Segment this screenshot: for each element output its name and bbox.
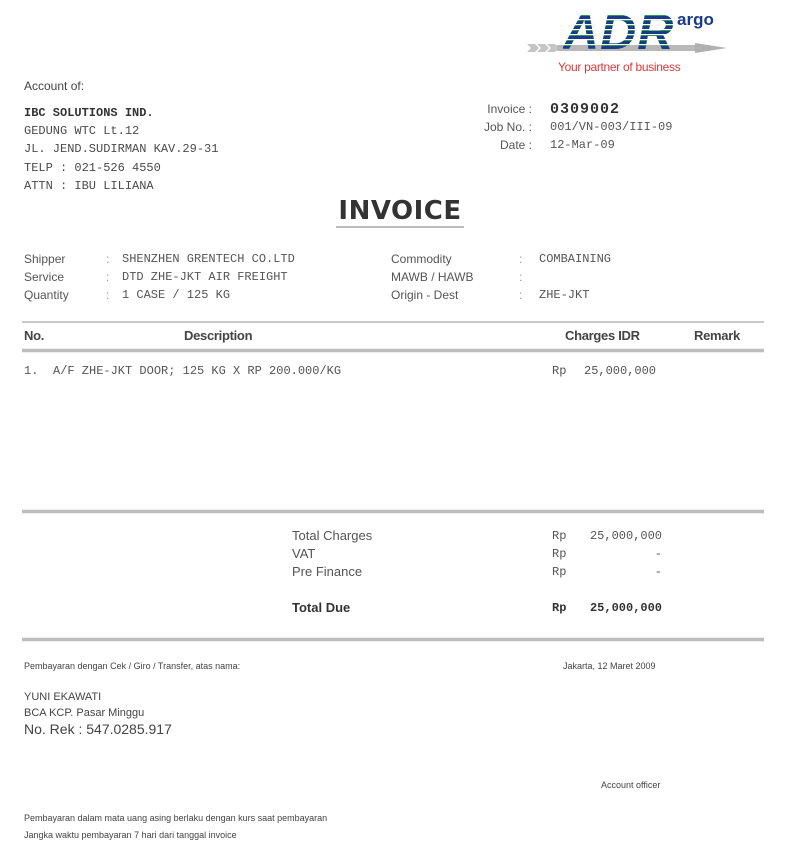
divider	[22, 509, 764, 514]
service-label: Service	[24, 270, 65, 285]
invoice-number: 0309002	[550, 100, 621, 118]
mawb-hawb-row	[391, 268, 611, 286]
page-title	[0, 196, 800, 226]
mawb-hawb-label: MAWB / HAWB	[391, 270, 474, 285]
quantity-value: 1 CASE / 125 KG	[122, 288, 231, 303]
invoice-meta	[470, 100, 672, 154]
vat-value: -	[654, 547, 662, 561]
note-currency: Pembayaran dalam mata uang asing berlaku dengan kurs saat pembayaran	[24, 813, 328, 823]
separator: :	[519, 270, 523, 285]
account-label: Account of:	[24, 79, 85, 93]
column-header-description: Description	[184, 328, 253, 343]
quantity-row	[24, 286, 295, 304]
total-charges-currency: Rp	[552, 529, 567, 543]
job-number-label: Job No. :	[483, 120, 532, 134]
pre-finance-currency: Rp	[552, 565, 567, 579]
invoice-date: 12-Mar-09	[550, 138, 615, 152]
shipper-label: Shipper	[24, 252, 66, 266]
column-header-charges: Charges IDR	[565, 328, 640, 343]
divider	[22, 637, 764, 642]
shipper-row	[24, 250, 295, 268]
job-number: 001/VN-003/III-09	[550, 120, 673, 134]
vat-label: VAT	[292, 546, 316, 561]
vat-currency: Rp	[552, 547, 567, 561]
invoice-number-row	[470, 100, 672, 118]
logo-suffix: argo	[677, 10, 714, 29]
separator: :	[519, 288, 523, 303]
column-header-remark: Remark	[694, 328, 740, 343]
total-due-currency: Rp	[552, 601, 567, 615]
total-due-value: 25,000,000	[589, 601, 662, 615]
divider	[22, 348, 764, 353]
service-value: DTD ZHE-JKT AIR FREIGHT	[122, 270, 288, 285]
company-logo	[525, 4, 735, 76]
quantity-label: Quantity	[24, 288, 69, 303]
total-charges-value: 25,000,000	[589, 529, 662, 543]
account-holder: YUNI EKAWATI	[24, 691, 102, 703]
separator: :	[106, 252, 110, 266]
shipment-info-right	[391, 250, 611, 305]
column-header-no: No.	[24, 328, 45, 343]
note-payment-term: Jangka waktu pembayaran 7 hari dari tanggal invoice	[24, 830, 237, 840]
date-label: Date :	[499, 138, 532, 152]
shipment-info-left	[24, 250, 295, 305]
logo-tagline: Your partner of business	[558, 60, 681, 74]
shipper-value: SHENZHEN GRENTECH CO.LTD	[122, 252, 295, 266]
divider	[22, 321, 764, 323]
commodity-label: Commodity	[391, 252, 452, 266]
origin-dest-label: Origin - Dest	[391, 288, 459, 303]
line-item-no: 1.	[24, 364, 39, 378]
line-item-description: A/F ZHE-JKT DOOR; 125 KG X RP 200.000/KG	[53, 364, 342, 378]
separator: :	[106, 270, 110, 285]
date-row	[470, 136, 672, 154]
address-line: JL. JEND.SUDIRMAN KAV.29-31	[24, 142, 219, 157]
line-item-amount: 25,000,000	[584, 364, 657, 378]
bank-branch: BCA KCP. Pasar Minggu	[24, 707, 145, 719]
line-item-currency: Rp	[552, 364, 567, 378]
origin-dest-row	[391, 286, 611, 304]
address-line: TELP : 021-526 4550	[24, 160, 161, 175]
payment-intro: Pembayaran dengan Cek / Giro / Transfer, atas nama:	[24, 661, 241, 671]
bank-account-number: No. Rek : 547.0285.917	[24, 721, 172, 737]
commodity-value: COMBAINING	[539, 252, 612, 266]
account-officer: Account officer	[601, 780, 661, 790]
separator: :	[519, 252, 523, 266]
invoice-number-label: Invoice :	[487, 102, 532, 116]
service-row	[24, 268, 295, 286]
pre-finance-value: -	[654, 565, 662, 579]
logo-brand: ADR	[563, 4, 675, 60]
origin-dest-value: ZHE-JKT	[539, 288, 590, 303]
separator: :	[106, 288, 110, 303]
invoice-title: INVOICE	[338, 196, 462, 226]
total-charges-label: Total Charges	[292, 528, 373, 543]
place-date: Jakarta, 12 Maret 2009	[563, 661, 656, 671]
job-number-row	[470, 118, 672, 136]
pre-finance-label: Pre Finance	[292, 564, 363, 579]
account-address	[24, 104, 218, 195]
address-line: ATTN : IBU LILIANA	[24, 178, 154, 193]
account-name: IBC SOLUTIONS IND.	[24, 106, 154, 120]
commodity-row	[391, 250, 611, 268]
address-line: GEDUNG WTC Lt.12	[24, 124, 140, 139]
total-due-label: Total Due	[292, 600, 351, 615]
